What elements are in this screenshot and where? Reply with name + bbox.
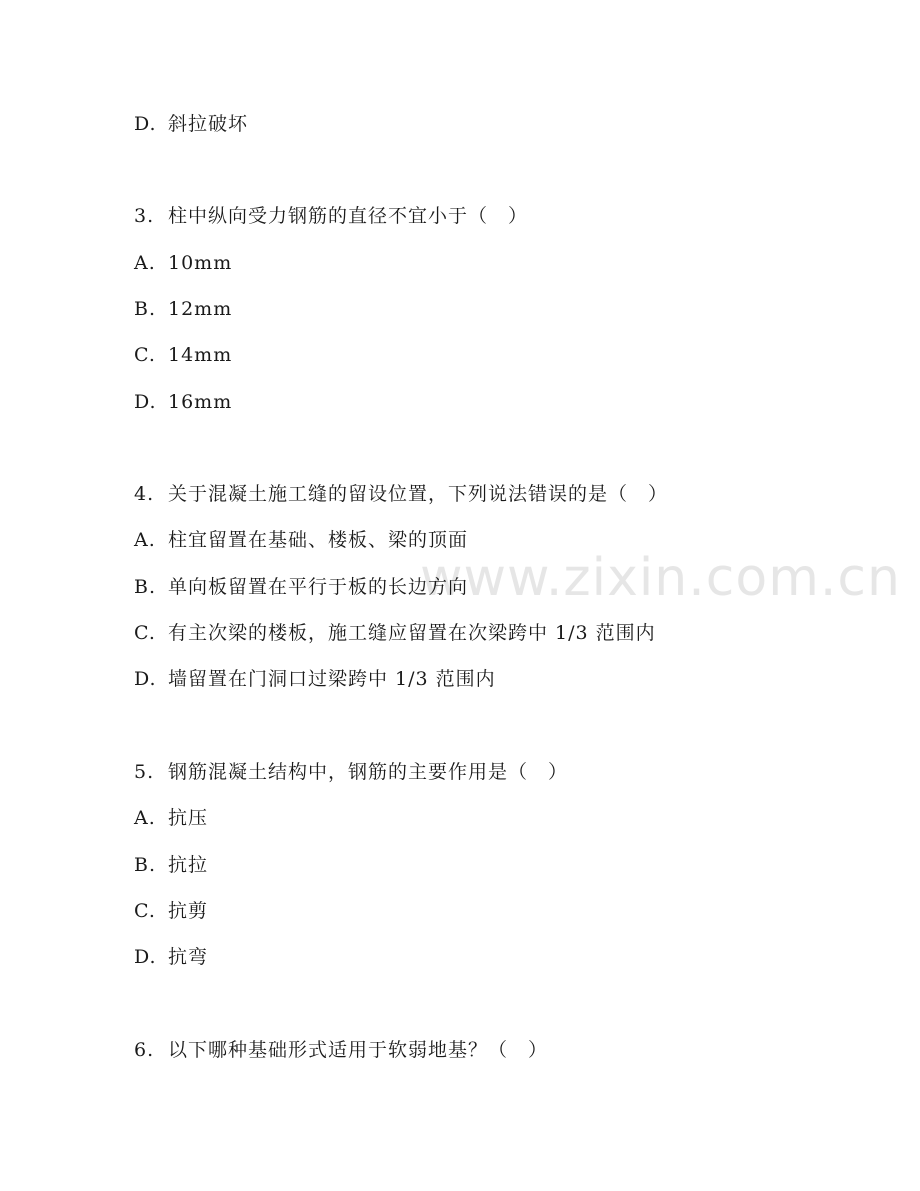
option-text: 斜拉破坏 [168,113,249,135]
option-line [134,528,468,552]
question-text: 柱中纵向受力钢筋的直径不宜小于（ ） [168,205,529,227]
option-line [134,806,208,830]
option-line [134,621,656,645]
option-label: A. [134,807,156,829]
option-label: C. [134,900,156,922]
question-text: 钢筋混凝土结构中，钢筋的主要作用是（ ） [168,761,569,783]
watermark: www.zixin.com.cn [420,548,901,608]
option-label: B. [134,298,157,320]
option-label: B. [134,576,157,598]
question-line [134,1038,548,1062]
option-line [134,667,496,691]
option-line [134,575,468,599]
option-line [134,853,208,877]
question-number: 5. [134,761,155,783]
option-line [134,297,232,321]
option-line [134,343,232,367]
option-text: 14mm [168,344,233,366]
question-text: 关于混凝土施工缝的留设位置，下列说法错误的是（ ） [168,483,669,505]
question-number: 3. [134,205,155,227]
option-label: D. [134,113,157,135]
option-label: D. [134,391,157,413]
option-text: 有主次梁的楼板，施工缝应留置在次梁跨中 1/3 范围内 [168,622,656,644]
option-label: C. [134,344,156,366]
option-line [134,945,208,969]
option-text: 柱宜留置在基础、楼板、梁的顶面 [168,529,469,551]
option-text: 抗弯 [168,946,209,968]
option-label: A. [134,529,156,551]
option-text: 抗压 [168,807,209,829]
option-label: A. [134,252,156,274]
option-line [134,899,208,923]
question-line [134,482,668,506]
option-line [134,390,232,414]
option-line [134,251,232,275]
option-text: 抗剪 [168,900,209,922]
question-number: 6. [134,1039,155,1061]
option-text: 12mm [168,298,233,320]
question-number: 4. [134,483,155,505]
option-text: 16mm [168,391,233,413]
option-label: C. [134,622,156,644]
option-label: B. [134,854,157,876]
option-text: 抗拉 [168,854,209,876]
question-line [134,204,528,228]
option-text: 10mm [168,252,233,274]
option-label: D. [134,946,157,968]
option-text: 单向板留置在平行于板的长边方向 [168,576,469,598]
option-text: 墙留置在门洞口过梁跨中 1/3 范围内 [168,668,496,690]
question-line [134,760,568,784]
question-text: 以下哪种基础形式适用于软弱地基？（ ） [168,1039,549,1061]
option-line [134,112,248,136]
option-label: D. [134,668,157,690]
